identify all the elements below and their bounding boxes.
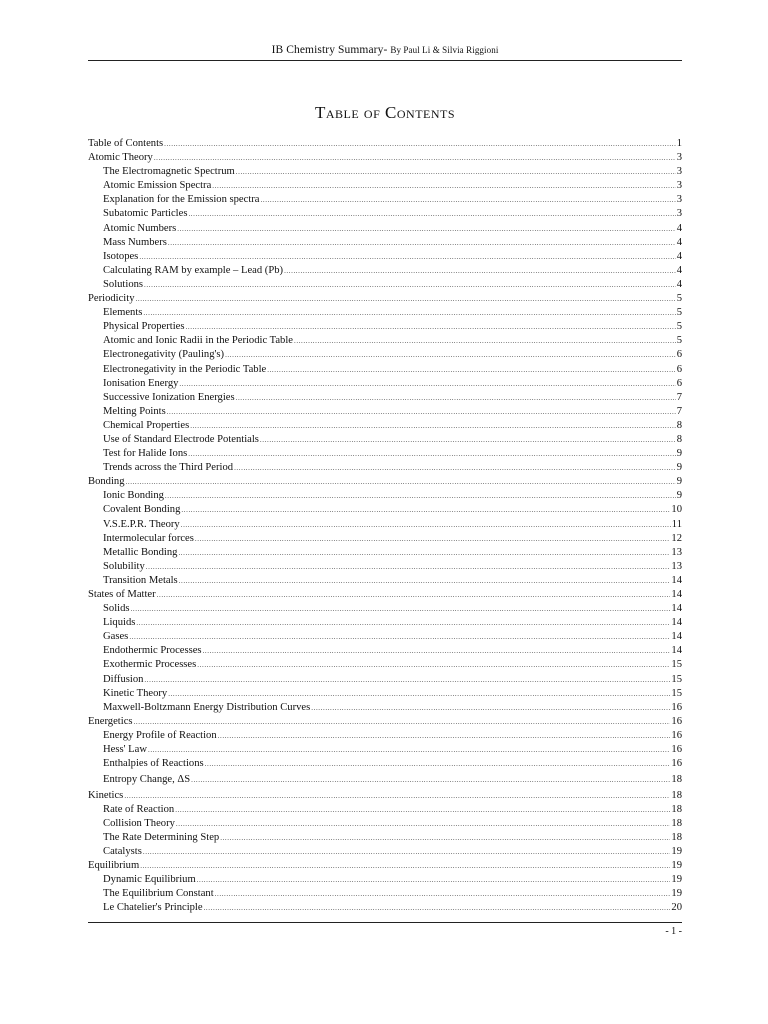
toc-entry-label: Trends across the Third Period [103, 462, 234, 474]
toc-entry-label: Electronegativity (Pauling's) [103, 349, 225, 361]
toc-dot-leader [176, 817, 671, 831]
toc-entry-page-number: 15 [671, 687, 682, 699]
toc-entry-label: Melting Points [103, 405, 166, 417]
toc-subsection-entry[interactable] [88, 236, 682, 250]
header-title: IB Chemistry Summary- [271, 44, 391, 56]
toc-entry-page-number: 4 [676, 250, 682, 262]
toc-entry-page-number: 5 [676, 335, 682, 347]
toc-entry-page-number: 3 [676, 166, 682, 178]
toc-dot-leader [167, 405, 676, 419]
toc-subsection-entry[interactable] [88, 391, 682, 405]
toc-dot-leader [168, 236, 676, 250]
toc-entry-page-number: 6 [676, 349, 682, 361]
toc-entry-page-number: 4 [676, 222, 682, 234]
toc-entry-page-number: 9 [676, 490, 682, 502]
toc-entry-page-number: 7 [676, 391, 682, 403]
toc-entry-label: Metallic Bonding [103, 546, 178, 558]
toc-entry-label: Explanation for the Emission spectra [103, 194, 260, 206]
toc-entry-page-number: 3 [676, 152, 682, 164]
toc-dot-leader [261, 193, 676, 207]
toc-dot-leader [168, 687, 670, 701]
toc-entry-page-number: 16 [671, 744, 682, 756]
toc-entry-page-number: 18 [671, 817, 682, 829]
toc-dot-leader [311, 701, 670, 715]
toc-subsection-entry[interactable] [88, 630, 682, 644]
toc-dot-leader [191, 772, 670, 789]
toc-entry-label: Exothermic Processes [103, 659, 197, 671]
toc-dot-leader [197, 658, 670, 672]
toc-subsection-entry[interactable] [88, 574, 682, 588]
toc-entry-label: States of Matter [88, 589, 156, 600]
toc-subsection-entry[interactable] [88, 377, 682, 391]
toc-entry-page-number: 13 [671, 546, 682, 558]
toc-entry-page-number: 6 [676, 377, 682, 389]
toc-entry-label: Kinetic Theory [103, 687, 168, 699]
toc-dot-leader [204, 901, 671, 915]
toc-entry-page-number: 3 [676, 180, 682, 192]
toc-entry-page-number: 10 [671, 504, 682, 516]
toc-dot-leader [140, 859, 670, 873]
toc-subsection-entry[interactable] [88, 433, 682, 447]
toc-entry-page-number: 15 [671, 659, 682, 671]
toc-entry-page-number: 15 [671, 673, 682, 685]
toc-dot-leader [190, 419, 676, 433]
toc-entry-label: Hess' Law [103, 744, 147, 756]
toc-dot-leader [225, 348, 676, 362]
toc-subsection-entry[interactable] [88, 803, 682, 817]
toc-entry-page-number: 6 [676, 363, 682, 375]
footer-divider [88, 922, 682, 923]
toc-dot-leader [148, 743, 670, 757]
toc-dot-leader [284, 264, 676, 278]
toc-entry-label: Atomic Theory [88, 152, 153, 164]
toc-entry-label: Rate of Reaction [103, 803, 175, 815]
toc-section-entry[interactable] [88, 715, 682, 729]
toc-dot-leader [212, 179, 675, 193]
toc-subsection-entry[interactable] [88, 817, 682, 831]
toc-dot-leader [260, 433, 676, 447]
toc-entry-label: Gases [103, 631, 129, 643]
toc-dot-leader [124, 789, 670, 803]
toc-entry-label: Successive Ionization Energies [103, 391, 235, 403]
toc-subsection-entry[interactable] [88, 193, 682, 207]
toc-subsection-entry[interactable] [88, 264, 682, 278]
toc-entry-label: Collision Theory [103, 817, 175, 829]
toc-section-entry[interactable] [88, 151, 682, 165]
toc-entry-label: Ionic Bonding [103, 490, 164, 502]
toc-entry-page-number: 16 [671, 729, 682, 741]
toc-entry-label: Intermolecular forces [103, 532, 194, 544]
toc-subsection-entry[interactable] [88, 831, 682, 845]
page-number: - 1 - [665, 926, 682, 937]
toc-dot-leader [215, 887, 671, 901]
toc-dot-leader [129, 630, 670, 644]
toc-section-entry[interactable] [88, 588, 682, 602]
toc-dot-leader [177, 222, 675, 236]
toc-dot-leader [179, 377, 675, 391]
toc-entry-label: V.S.E.P.R. Theory [103, 518, 180, 530]
toc-entry-page-number: 5 [676, 293, 682, 305]
toc-entry-page-number: 14 [671, 617, 682, 629]
toc-dot-leader [136, 616, 670, 630]
toc-entry-label: Kinetics [88, 789, 124, 801]
toc-entry-page-number: 11 [671, 518, 682, 530]
toc-entry-page-number: 14 [671, 603, 682, 615]
toc-subsection-entry[interactable] [88, 503, 682, 517]
toc-entry-page-number: 19 [671, 874, 682, 886]
toc-entry-page-number: 18 [671, 832, 682, 843]
toc-entry-page-number: 14 [671, 645, 682, 657]
toc-entry-label: The Rate Determining Step [103, 832, 220, 843]
toc-entry-page-number: 9 [676, 448, 682, 460]
toc-entry-page-number: 1 [676, 138, 682, 149]
toc-entry-label: Periodicity [88, 293, 135, 305]
toc-dot-leader [165, 489, 676, 503]
toc-entry-label: Liquids [103, 617, 136, 629]
toc-entry-label: Chemical Properties [103, 419, 190, 431]
toc-entry-page-number: 16 [671, 715, 682, 727]
toc-entry-page-number: 18 [671, 774, 682, 786]
toc-entry-label: The Equilibrium Constant [103, 888, 214, 900]
toc-dot-leader [134, 715, 671, 729]
toc-dot-leader [164, 137, 676, 151]
toc-dot-leader [197, 873, 671, 887]
toc-dot-leader [220, 831, 670, 845]
toc-subsection-entry[interactable] [88, 278, 682, 292]
toc-subsection-entry[interactable] [88, 701, 682, 715]
toc-entry-page-number: 16 [671, 701, 682, 713]
toc-entry-label: Ionisation Energy [103, 377, 179, 389]
toc-entry-label: The Electromagnetic Spectrum [103, 166, 235, 178]
toc-dot-leader [203, 644, 671, 658]
toc-entry-label: Calculating RAM by example – Lead (Pb) [103, 264, 284, 276]
toc-subsection-entry[interactable] [88, 887, 682, 901]
toc-dot-leader [143, 845, 671, 859]
toc-entry-label: Bonding [88, 476, 125, 488]
toc-dot-leader [205, 757, 671, 771]
toc-dot-leader [186, 320, 676, 334]
toc-dot-leader [236, 165, 676, 179]
toc-entry-label: Catalysts [103, 846, 142, 858]
toc-subsection-entry[interactable] [88, 873, 682, 887]
toc-entry-page-number: 4 [676, 278, 682, 290]
toc-entry-page-number: 19 [671, 846, 682, 858]
toc-dot-leader [131, 602, 671, 616]
toc-entry-label: Endothermic Processes [103, 645, 202, 657]
toc-entry-label: Use of Standard Electrode Potentials [103, 433, 259, 445]
toc-entry-page-number: 12 [671, 532, 682, 544]
toc-subsection-entry[interactable] [88, 602, 682, 616]
toc-subsection-entry[interactable] [88, 687, 682, 701]
toc-subsection-entry[interactable] [88, 532, 682, 546]
toc-entry-label: Elements [103, 307, 143, 319]
toc-dot-leader [146, 560, 671, 574]
toc-subsection-entry[interactable] [88, 644, 682, 658]
toc-subsection-entry[interactable] [88, 447, 682, 461]
toc-entry-page-number: 9 [676, 476, 682, 488]
toc-entry-page-number: 13 [671, 560, 682, 572]
toc-entry-page-number: 5 [676, 307, 682, 319]
toc-subsection-entry[interactable] [88, 363, 682, 377]
toc-entry-label: Covalent Bonding [103, 504, 181, 516]
toc-subsection-entry[interactable] [88, 419, 682, 433]
toc-section-entry[interactable] [88, 475, 682, 489]
toc-subsection-entry[interactable] [88, 207, 682, 221]
toc-entry-page-number: 9 [676, 462, 682, 474]
table-of-contents [88, 137, 682, 916]
toc-entry-page-number: 18 [671, 803, 682, 815]
toc-subsection-entry[interactable] [88, 518, 682, 532]
toc-dot-leader [236, 391, 676, 405]
toc-subsection-entry[interactable] [88, 729, 682, 743]
toc-subsection-entry[interactable] [88, 334, 682, 348]
toc-entry-page-number: 4 [676, 236, 682, 248]
toc-subsection-entry[interactable] [88, 771, 682, 789]
toc-dot-leader [178, 546, 670, 560]
toc-section-entry[interactable] [88, 789, 682, 803]
toc-dot-leader [188, 207, 675, 221]
toc-dot-leader [126, 475, 676, 489]
toc-entry-label: Equilibrium [88, 860, 140, 872]
toc-dot-leader [143, 306, 675, 320]
toc-dot-leader [181, 518, 671, 532]
toc-entry-page-number: 14 [671, 589, 682, 600]
toc-subsection-entry[interactable] [88, 901, 682, 915]
toc-dot-leader [179, 574, 671, 588]
toc-subsection-entry[interactable] [88, 405, 682, 419]
toc-dot-leader [294, 334, 676, 348]
toc-entry-label: Electronegativity in the Periodic Table [103, 363, 267, 375]
toc-entry-label: Solubility [103, 560, 145, 572]
toc-subsection-entry[interactable] [88, 489, 682, 503]
toc-subsection-entry[interactable] [88, 320, 682, 334]
toc-entry-label: Energy Profile of Reaction [103, 729, 217, 741]
toc-entry-label: Solutions [103, 278, 144, 290]
toc-dot-leader [157, 588, 671, 602]
toc-entry-label: Energetics [88, 715, 133, 727]
toc-entry-page-number: 20 [671, 902, 682, 914]
toc-dot-leader [136, 292, 676, 306]
toc-entry-label: Physical Properties [103, 321, 185, 333]
toc-entry-page-number: 19 [671, 860, 682, 872]
toc-subsection-entry[interactable] [88, 560, 682, 574]
toc-subsection-entry[interactable] [88, 461, 682, 475]
header-divider [88, 60, 682, 61]
toc-subsection-entry[interactable] [88, 658, 682, 672]
toc-entry-label: Isotopes [103, 250, 139, 262]
toc-entry-label: Diffusion [103, 673, 144, 685]
header-authors: By Paul Li & Silvia Riggioni [390, 45, 499, 55]
toc-entry-page-number: 18 [671, 789, 682, 801]
toc-section-entry[interactable] [88, 137, 682, 151]
toc-entry-page-number: 5 [676, 321, 682, 333]
toc-entry-label: Le Chatelier's Principle [103, 902, 203, 914]
toc-dot-leader [195, 532, 671, 546]
toc-entry-label: Solids [103, 603, 130, 615]
toc-entry-label: Subatomic Particles [103, 208, 188, 220]
toc-entry-label: Test for Halide Ions [103, 448, 188, 460]
toc-dot-leader [175, 803, 670, 817]
toc-subsection-entry[interactable] [88, 546, 682, 560]
toc-dot-leader [154, 151, 676, 165]
toc-subsection-entry[interactable] [88, 673, 682, 687]
toc-dot-leader [188, 447, 675, 461]
toc-entry-label: Table of Contents [88, 138, 164, 149]
toc-entry-page-number: 14 [671, 631, 682, 643]
toc-subsection-entry[interactable] [88, 616, 682, 630]
toc-subsection-entry[interactable] [88, 743, 682, 757]
page-title: Table of Contents [314, 103, 456, 122]
toc-subsection-entry[interactable] [88, 165, 682, 179]
toc-dot-leader [181, 503, 670, 517]
toc-entry-label: Entropy Change, ΔS [103, 774, 191, 786]
toc-entry-label: Atomic Numbers [103, 222, 177, 234]
toc-entry-page-number: 16 [671, 758, 682, 770]
toc-subsection-entry[interactable] [88, 757, 682, 771]
toc-dot-leader [234, 461, 676, 475]
toc-entry-label: Atomic Emission Spectra [103, 180, 212, 192]
toc-entry-label: Maxwell-Boltzmann Energy Distribution Curves [103, 701, 311, 713]
toc-dot-leader [139, 250, 675, 264]
toc-entry-page-number: 4 [676, 264, 682, 276]
toc-subsection-entry[interactable] [88, 348, 682, 362]
toc-subsection-entry[interactable] [88, 306, 682, 320]
toc-entry-label: Transition Metals [103, 574, 178, 586]
toc-section-entry[interactable] [88, 292, 682, 306]
toc-subsection-entry[interactable] [88, 250, 682, 264]
toc-entry-label: Atomic and Ionic Radii in the Periodic Table [103, 335, 293, 347]
toc-subsection-entry[interactable] [88, 222, 682, 236]
toc-entry-page-number: 19 [671, 888, 682, 900]
toc-entry-page-number: 3 [676, 208, 682, 220]
running-header [88, 44, 682, 56]
toc-entry-label: Dynamic Equilibrium [103, 874, 196, 886]
toc-entry-page-number: 3 [676, 194, 682, 206]
toc-dot-leader [218, 729, 671, 743]
toc-entry-page-number: 8 [676, 419, 682, 431]
toc-entry-page-number: 8 [676, 433, 682, 445]
toc-dot-leader [144, 278, 676, 292]
toc-entry-label: Enthalpies of Reactions [103, 758, 204, 770]
toc-subsection-entry[interactable] [88, 179, 682, 193]
toc-dot-leader [144, 673, 670, 687]
toc-entry-page-number: 7 [676, 405, 682, 417]
toc-subsection-entry[interactable] [88, 845, 682, 859]
toc-section-entry[interactable] [88, 859, 682, 873]
toc-entry-label: Mass Numbers [103, 236, 167, 248]
toc-entry-page-number: 14 [671, 574, 682, 586]
toc-dot-leader [267, 363, 675, 377]
